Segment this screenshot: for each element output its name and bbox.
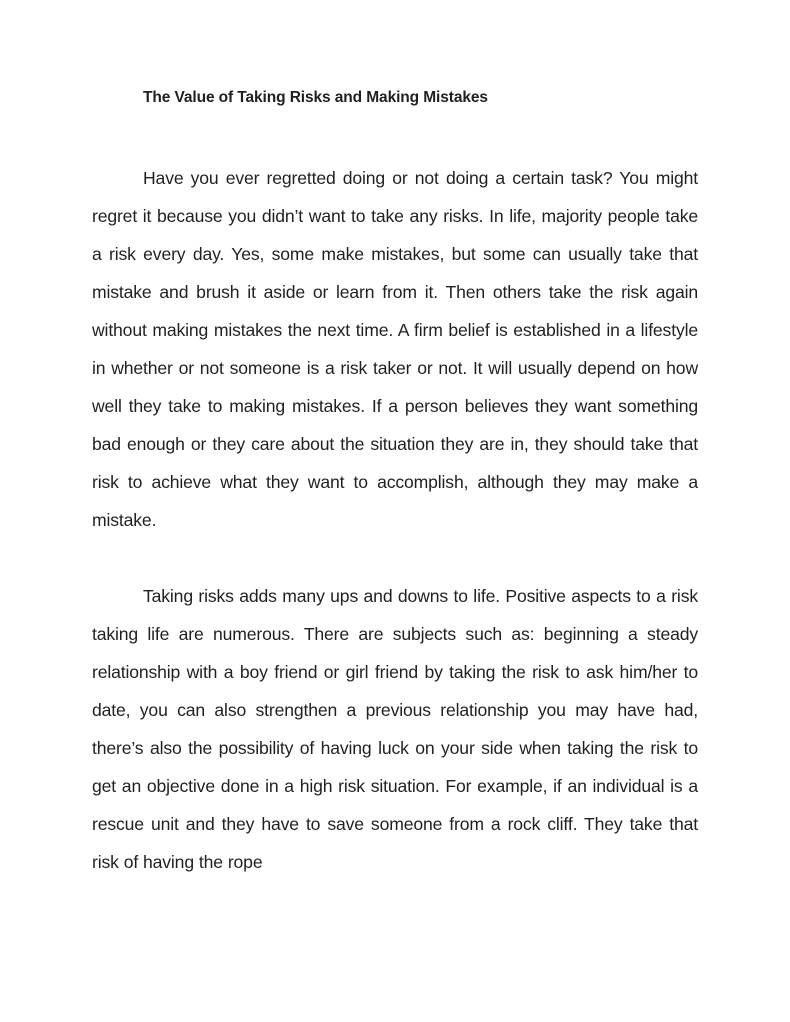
document-body [92, 0, 698, 881]
page-title: The Value of Taking Risks and Making Mistakes [143, 89, 488, 106]
body-paragraph-1: Have you ever regretted doing or not doing a certain task? You might regret it because you didn’t want to take any risks. In life, majority people take a risk every day. Yes, some make mistakes, but some can usually take that mistake and brush it aside or learn from it. Then others take the risk again without making mistakes the next time. A firm belief is established in a lifestyle in whether or not someone is a risk taker or not. It will usually depend on how well they take to making mistakes. If a person believes they want something bad enough or they care about the situation they are in, they should take that risk to achieve what they want to accomplish, although they may make a mistake. [92, 168, 698, 530]
body-paragraph-2: Taking risks adds many ups and downs to life. Positive aspects to a risk taking life are numerous. There are subjects such as: beginning a steady relationship with a boy friend or girl friend by taking the risk to ask him/her to date, you can also strengthen a previous relationship you may have had, there’s also the possibility of having luck on your side when taking the risk to get an objective done in a high risk situation. For example, if an individual is a rescue unit and they have to save someone from a rock cliff. They take that risk of having the rope [92, 586, 698, 872]
